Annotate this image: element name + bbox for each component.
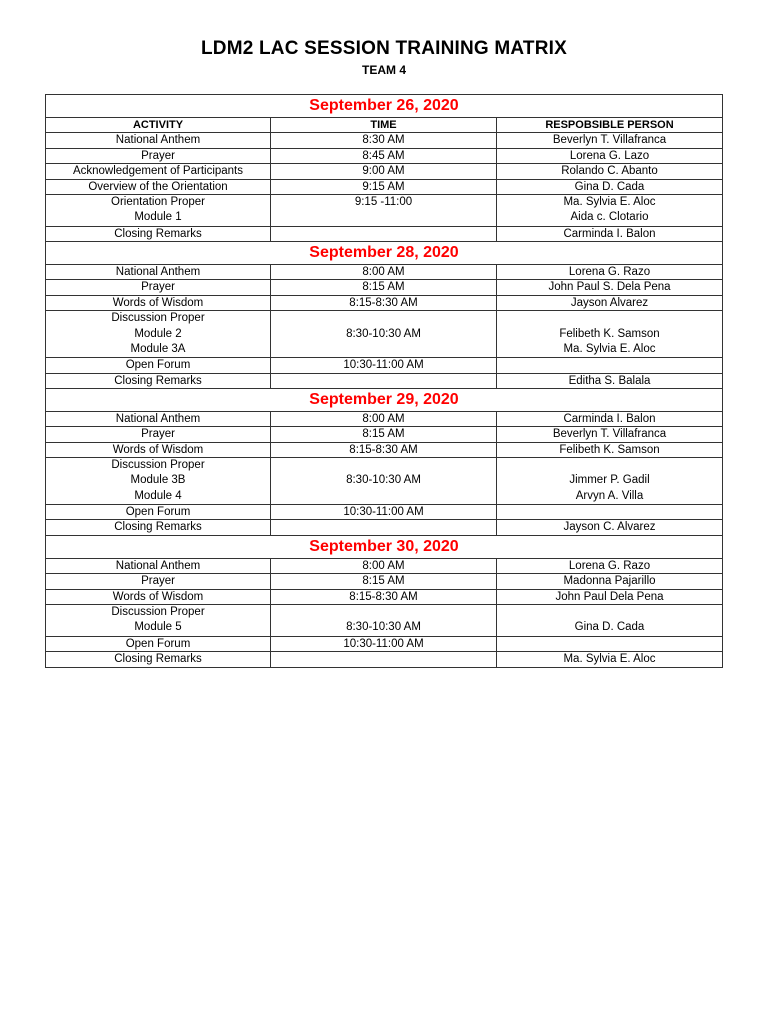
table-row [46,411,723,426]
activity-cell: Acknowledgement of Participants [46,164,271,179]
time-cell: 10:30-11:00 AM [271,505,497,520]
person-cell: Beverlyn T. Villafranca [497,427,723,442]
activity-cell: National Anthem [46,411,271,426]
activity-cell: Open Forum [46,505,271,520]
cell-line: Ma. Sylvia E. Aloc [563,342,656,355]
time-cell: 8:15-8:30 AM [271,442,497,457]
cell-line: Felibeth K. Samson [559,327,660,340]
session-date-heading: September 29, 2020 [46,388,723,411]
person-cell: Carminda I. Balon [497,226,723,241]
cell-line: Module 4 [134,489,182,502]
activity-cell: National Anthem [46,265,271,280]
person-cell: Jayson C. Alvarez [497,520,723,535]
person-cell [497,195,723,227]
time-cell: 8:15 AM [271,574,497,589]
activity-cell: Prayer [46,148,271,163]
cell-line: Module 3A [130,342,186,355]
cell-line: Discussion Proper [111,312,205,325]
table-row [46,133,723,148]
session-date-row [46,535,723,558]
table-row [46,195,723,227]
table-row [46,179,723,194]
person-cell: Gina D. Cada [497,179,723,194]
time-cell: 10:30-11:00 AM [271,358,497,373]
time-cell: 8:15 AM [271,427,497,442]
cell-line [497,311,722,326]
cell-line: Jimmer P. Gadil [569,474,650,487]
time-cell: 8:45 AM [271,148,497,163]
activity-cell: Words of Wisdom [46,589,271,604]
cell-line: Arvyn A. Villa [575,489,644,502]
cell-line [271,489,496,504]
table-row [46,226,723,241]
time-cell [271,652,497,667]
person-cell [497,358,723,373]
cell-line: 8:30-10:30 AM [346,474,421,487]
cell-line [271,210,496,225]
table-row [46,295,723,310]
activity-cell [46,605,271,637]
activity-cell: Words of Wisdom [46,295,271,310]
person-cell [497,458,723,505]
time-cell: 8:00 AM [271,411,497,426]
session-date-row [46,388,723,411]
activity-cell: Open Forum [46,358,271,373]
activity-cell: Overview of the Orientation [46,179,271,194]
person-cell: Madonna Pajarillo [497,574,723,589]
person-cell: Editha S. Balala [497,373,723,388]
cell-line: Ma. Sylvia E. Aloc [563,196,656,209]
time-cell: 9:00 AM [271,164,497,179]
activity-cell: National Anthem [46,133,271,148]
cell-line [271,342,496,357]
person-cell: Lorena G. Razo [497,265,723,280]
cell-line [271,458,496,473]
time-cell [271,373,497,388]
person-cell: Rolando C. Abanto [497,164,723,179]
cell-line: 8:30-10:30 AM [346,621,421,634]
person-cell: Beverlyn T. Villafranca [497,133,723,148]
person-cell: Carminda I. Balon [497,411,723,426]
table-row [46,148,723,163]
table-row [46,265,723,280]
table-row [46,373,723,388]
person-cell [497,636,723,651]
activity-cell: Closing Remarks [46,652,271,667]
table-row [46,280,723,295]
person-cell: Jayson Alvarez [497,295,723,310]
cell-line [271,311,496,326]
table-row [46,574,723,589]
person-cell [497,311,723,358]
cell-line: 9:15 -11:00 [354,196,413,209]
session-date-heading: September 26, 2020 [46,95,723,118]
cell-line: 8:30-10:30 AM [346,327,421,340]
session-date-row [46,95,723,118]
time-cell: 8:30 AM [271,133,497,148]
person-cell: Lorena G. Razo [497,558,723,573]
table-row [46,505,723,520]
activity-cell [46,458,271,505]
table-row [46,442,723,457]
session-date-heading: September 28, 2020 [46,242,723,265]
table-row [46,520,723,535]
page-title: LDM2 LAC SESSION TRAINING MATRIX [201,38,567,59]
activity-cell: Closing Remarks [46,226,271,241]
table-row [46,358,723,373]
activity-cell [46,195,271,227]
table-row [46,311,723,358]
person-cell: John Paul S. Dela Pena [497,280,723,295]
table-row [46,589,723,604]
cell-line: Orientation Proper [111,196,205,209]
time-cell: 8:15-8:30 AM [271,589,497,604]
cell-line [497,605,722,620]
person-cell: Lorena G. Lazo [497,148,723,163]
time-cell [271,458,497,505]
column-header-row [46,118,723,133]
time-cell: 8:00 AM [271,558,497,573]
time-cell [271,605,497,637]
person-cell [497,505,723,520]
cell-line [271,605,496,620]
table-row [46,427,723,442]
team-subtitle: TEAM 4 [361,63,406,77]
table-row [46,164,723,179]
activity-cell: Prayer [46,427,271,442]
time-cell [271,520,497,535]
person-cell: Felibeth K. Samson [497,442,723,457]
cell-line: Discussion Proper [111,459,205,472]
time-cell [271,195,497,227]
time-cell [271,226,497,241]
column-header: ACTIVITY [46,118,271,133]
person-cell [497,605,723,637]
cell-line: Gina D. Cada [574,621,645,634]
cell-line: Discussion Proper [111,606,205,619]
session-date-row [46,242,723,265]
activity-cell: Closing Remarks [46,373,271,388]
training-matrix-table [45,94,723,668]
time-cell: 10:30-11:00 AM [271,636,497,651]
activity-cell: Words of Wisdom [46,442,271,457]
activity-cell [46,311,271,358]
activity-cell: Prayer [46,574,271,589]
activity-cell: Open Forum [46,636,271,651]
column-header: RESPOBSIBLE PERSON [497,118,723,133]
time-cell [271,311,497,358]
activity-cell: Prayer [46,280,271,295]
cell-line: Aida c. Clotario [570,211,649,224]
table-row [46,652,723,667]
cell-line: Module 2 [134,327,182,340]
cell-line [497,458,722,473]
time-cell: 8:00 AM [271,265,497,280]
time-cell: 8:15 AM [271,280,497,295]
table-row [46,636,723,651]
table-row [46,605,723,637]
time-cell: 9:15 AM [271,179,497,194]
time-cell: 8:15-8:30 AM [271,295,497,310]
table-row [46,458,723,505]
cell-line: Module 3B [130,474,186,487]
person-cell: Ma. Sylvia E. Aloc [497,652,723,667]
table-row [46,558,723,573]
person-cell: John Paul Dela Pena [497,589,723,604]
activity-cell: Closing Remarks [46,520,271,535]
session-date-heading: September 30, 2020 [46,535,723,558]
cell-line: Module 1 [134,211,182,224]
cell-line: Module 5 [134,621,182,634]
column-header: TIME [271,118,497,133]
activity-cell: National Anthem [46,558,271,573]
